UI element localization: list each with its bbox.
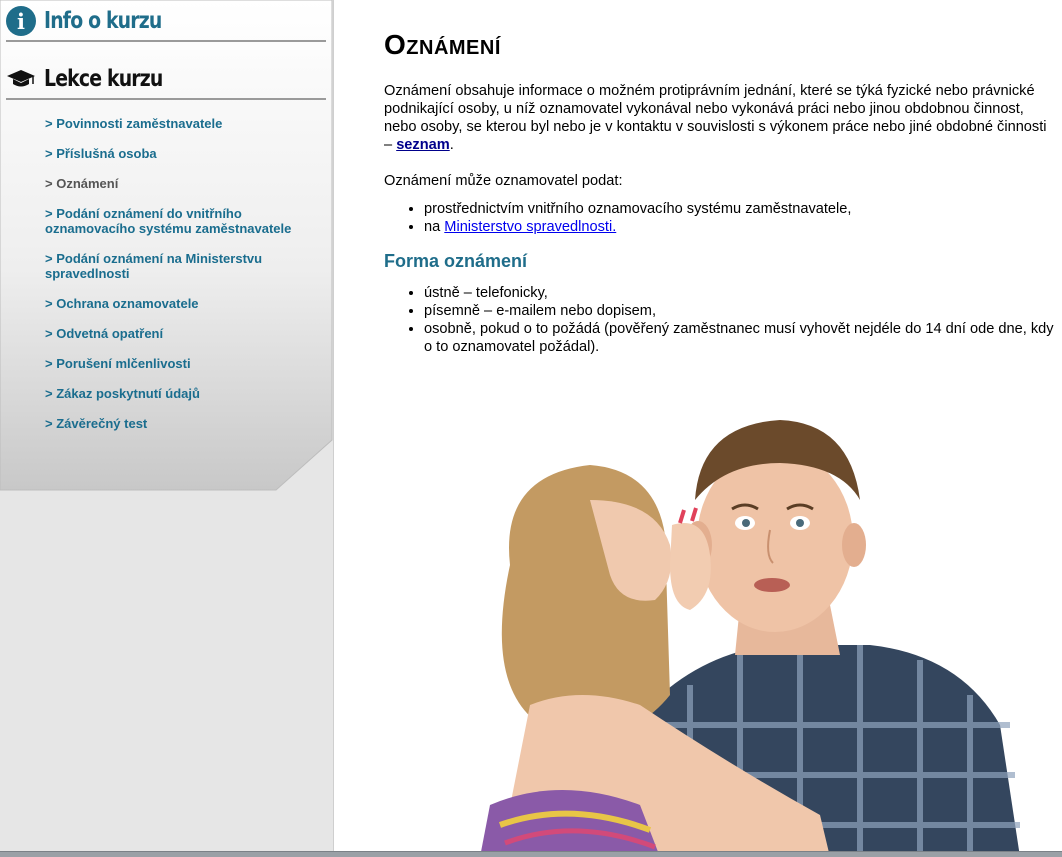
sidebar-item-podani-ministerstvo[interactable]: > Podání oznámení na Ministerstvu spravedlnosti [45,251,263,281]
list-item: • písemně – e-mailem nebo dopisem, [424,302,1056,320]
graduation-cap-icon [6,64,36,94]
submit-options-list [424,200,1056,236]
sidebar-item-ochrana-oznamovatele[interactable]: > Ochrana oznamovatele [45,296,199,311]
course-lessons-title: Lekce kurzu [44,66,163,92]
course-lessons-header [6,60,326,100]
sidebar-item-podani-vnitrni-system[interactable]: > Podání oznámení do vnitřního oznamovacího systému zaměstnavatele [45,206,292,236]
course-info-header[interactable] [6,2,326,42]
intro-end: . [449,137,454,153]
sidebar-item-oznameni[interactable]: > Oznámení [45,176,119,191]
sidebar-item-zaverecny-test[interactable]: > Závěrečný test [45,416,148,431]
intro-paragraph [384,82,1056,154]
course-info-title: Info o kurzu [44,8,162,34]
sidebar-item-odvetna-opatreni[interactable]: > Odvetná opatření [45,326,164,341]
sidebar-item-prislusna-osoba[interactable]: > Příslušná osoba [45,146,157,161]
list-item: • prostřednictvím vnitřního oznamovacího systému zaměstnavatele, [424,200,1056,218]
main-content [384,28,1056,370]
list-item: • osobně, pokud o to požádá (pověřený zaměstnanec musí vyhovět nejdéle do 14 dní ode dne, kdy o to oznamovatel požádal). [424,320,1056,356]
page-title: Oznámení [384,29,501,60]
sidebar-item-povinnosti-zamestnavatele[interactable]: > Povinnosti zaměstnavatele [45,116,223,131]
list-item [424,218,1056,236]
sidebar [0,0,334,857]
submit-paragraph: Oznámení může oznamovatel podat: [384,173,623,189]
sidebar-item-poruseni-mlcenlivosti[interactable]: > Porušení mlčenlivosti [45,356,191,371]
sidebar-item-zakaz-poskytnuti-udaju[interactable]: > Zákaz poskytnutí údajů [45,386,200,401]
seznam-link[interactable]: seznam [396,137,450,153]
submit-item-prefix: na [424,219,441,235]
intro-text: Oznámení obsahuje informace o možném protiprávním jednání, které se týká fyzické nebo právnické podnikající osoby, u níž oznamovatel vykonával nebo vykonává práci nebo jinou obdobnou činnost, nebo osoby, se kterou byl nebo je v kontaktu v souvislosti s výkonem práce nebo jiné obdobné činnosti – [384,83,1047,153]
list-item: • ústně – telefonicky, [424,284,1056,302]
form-options-list [424,284,1056,356]
ministerstvo-link[interactable]: Ministerstvo spravedlnosti. [444,219,617,235]
whisper-photo [440,405,1062,857]
form-heading: Forma oznámení [384,251,528,271]
bottom-scroll-bar [0,851,1062,857]
info-icon: i [6,6,36,36]
